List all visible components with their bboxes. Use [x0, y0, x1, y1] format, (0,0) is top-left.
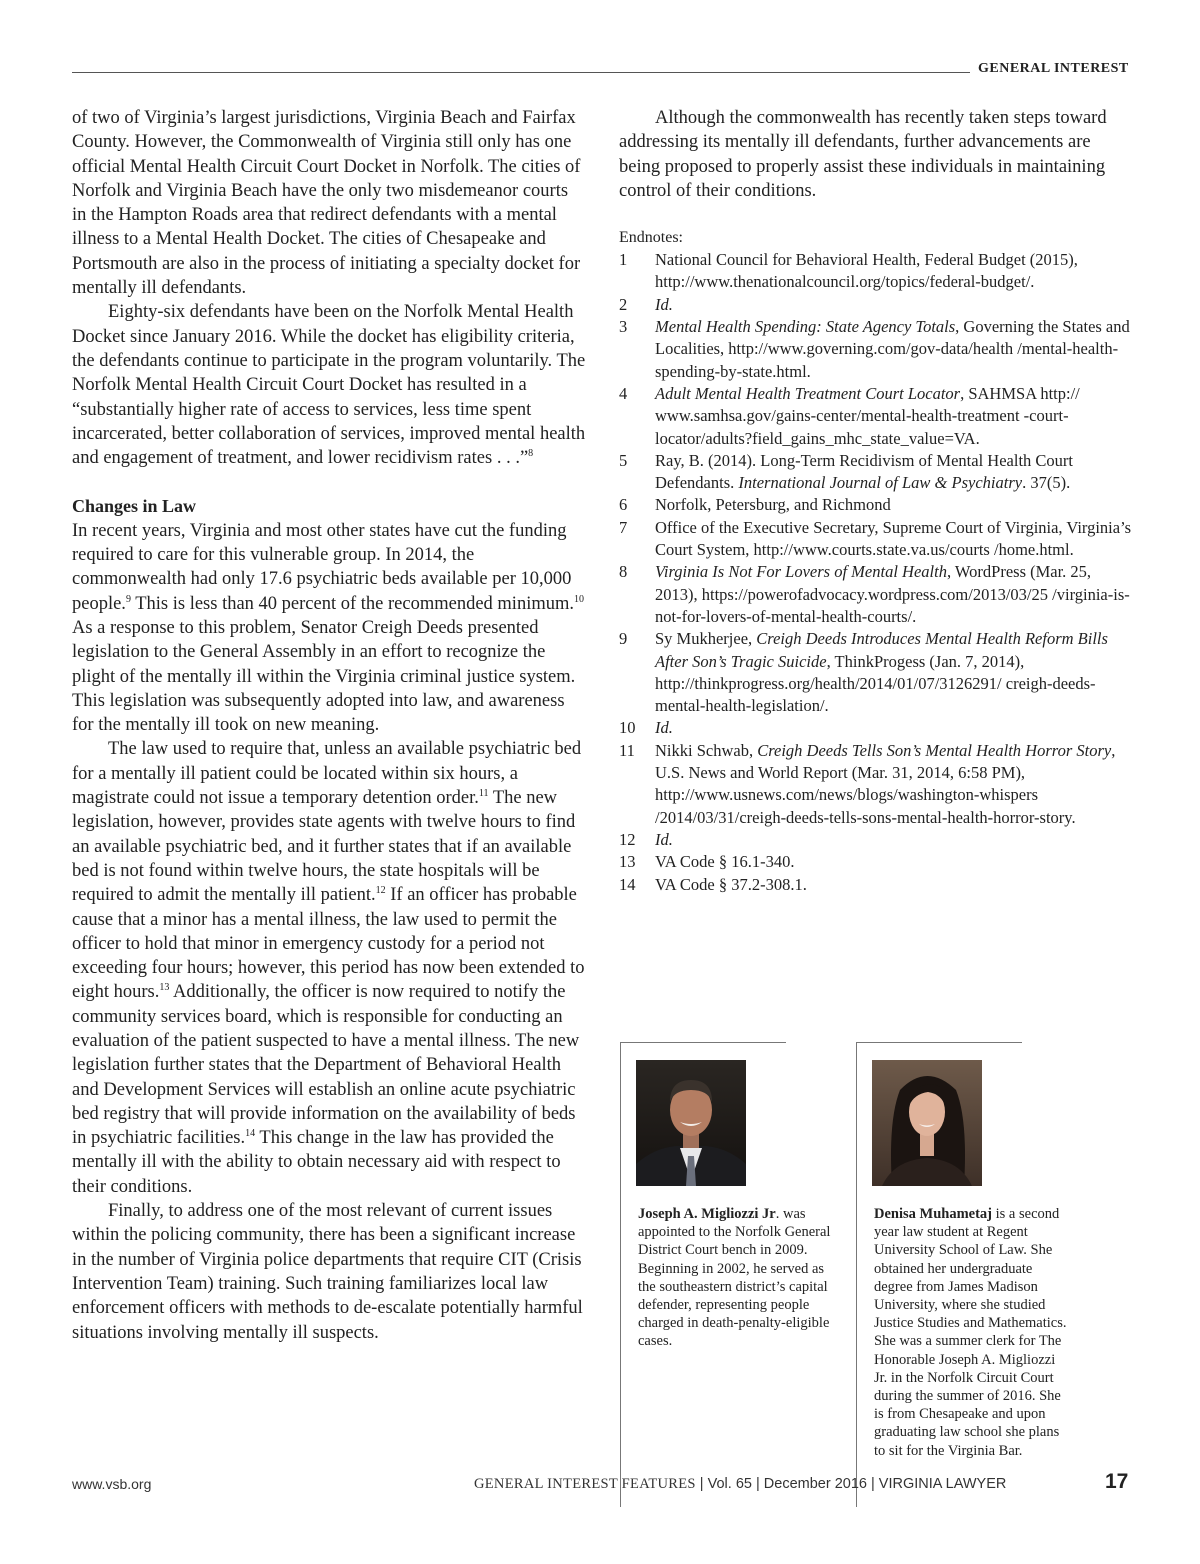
endnote-text: Sy Mukherjee, Creigh Deeds Introduces Mental Health Reform Bills After Son’s Tragic Suicide, ThinkProgess (Jan. 7, 2014), http://thinkprogress.org/health/2014/01/07/3126291/ creigh-deeds-mental-health-legislation/.	[655, 629, 1108, 716]
endnote-item	[619, 628, 1134, 717]
endnote-number: 3	[619, 317, 628, 337]
endnote-ref[interactable]: 11	[478, 787, 489, 799]
endnote-item	[619, 561, 1134, 628]
endnote-ref[interactable]: 13	[159, 982, 170, 994]
endnote-text: VA Code § 37.2-308.1.	[655, 874, 807, 894]
header-rule	[72, 72, 970, 73]
endnote-text: VA Code § 16.1-340.	[655, 852, 795, 872]
endnote-number: 8	[619, 562, 628, 582]
section-heading: Changes in Law	[72, 496, 197, 517]
endnote-item	[619, 829, 1134, 851]
endnote-item	[619, 494, 1134, 516]
page-number: 17	[1105, 1470, 1129, 1493]
endnotes-title: Endnotes:	[619, 229, 683, 247]
endnote-number: 6	[619, 495, 628, 515]
bio-rule	[620, 1042, 621, 1507]
endnote-number: 11	[619, 740, 635, 760]
endnote-ref[interactable]: 14	[245, 1128, 256, 1140]
endnote-text: Virginia Is Not For Lovers of Mental Health, WordPress (Mar. 25, 2013), https://powerofadvocacy.wordpress.com/2013/03/25 /virginia-is-not-for-lovers-of-mental-health-courts/.	[655, 562, 1130, 626]
endnote-number: 7	[619, 517, 628, 537]
endnote-text: Id.	[655, 829, 673, 849]
endnote-text: Adult Mental Health Treatment Court Locator, SAHMSA http:// www.samhsa.gov/gains-center/mental-health-treatment -court-locator/adults?field_gains_mhc_state_value=VA.	[655, 383, 1080, 448]
endnote-text: Nikki Schwab, Creigh Deeds Tells Son’s Mental Health Horror Story, U.S. News and World Report (Mar. 31, 2014, 6:58 PM), http://www.usnews.com/news/blogs/washington-whispers /2014/03/31/creigh-deeds-tells-sons-mental-health-horror-story.	[655, 740, 1116, 827]
endnote-number: 2	[619, 294, 628, 314]
endnote-number: 9	[619, 629, 628, 649]
left-column	[72, 106, 587, 1345]
endnote-item	[619, 740, 1134, 829]
endnote-item	[619, 294, 1134, 316]
right-column	[619, 106, 1134, 896]
bio-rule	[620, 1042, 786, 1043]
paragraph: Finally, to address one of the most relevant of current issues within the policing community, there has been a significant increase in the number of Virginia police departments that require CIT (Crisis Intervention Team) training. Such training familiarizes local law enforcement officers with methods to de-escalate potentially harmful situations involving mentally ill suspects.	[72, 1201, 583, 1343]
endnote-number: 13	[619, 852, 636, 872]
paragraph: of two of Virginia’s largest jurisdictions, Virginia Beach and Fairfax County. However, the Commonwealth of Virginia still only has one official Mental Health Circuit Court Docket in Norfolk. The cities of Norfolk and Virginia Beach have the only two misdemeanor courts in the Hampton Roads area that redirect defendants with a mental illness to a Mental Health Docket. The cities of Chesapeake and Portsmouth are also in the process of initiating a specialty docket for mentally ill defendants.	[72, 108, 581, 299]
bio-rule	[856, 1042, 857, 1507]
endnote-number: 5	[619, 450, 628, 470]
endnote-ref[interactable]: 12	[375, 885, 386, 897]
section-label: GENERAL INTEREST	[978, 61, 1129, 76]
endnote-item	[619, 874, 1134, 896]
endnote-text: Office of the Executive Secretary, Supreme Court of Virginia, Virginia’s Court System, http://www.courts.state.va.us/courts /home.html.	[655, 517, 1132, 560]
bio-rule	[856, 1042, 1022, 1043]
endnote-text: Id.	[655, 294, 673, 314]
endnote-text: Ray, B. (2014). Long-Term Recidivism of Mental Health Court Defendants. International Journal of Law & Psychiatry. 37(5).	[655, 450, 1073, 493]
bio-text: Joseph A. Migliozzi Jr. was appointed to the Norfolk General District Court bench in 2009. Beginning in 2002, he served as the southeastern district’s capital defender, representing people charged in death-penalty-eligible cases.	[638, 1206, 831, 1350]
endnote-item	[619, 316, 1134, 383]
endnote-ref[interactable]: 8	[528, 448, 534, 459]
endnote-ref[interactable]: 10	[574, 593, 584, 605]
endnote-number: 14	[619, 874, 636, 894]
footer-publication-info: GENERAL INTEREST FEATURES | Vol. 65 | December 2016 | VIRGINIA LAWYER	[474, 1476, 1007, 1492]
paragraph: In recent years, Virginia and most other states have cut the funding required to care for this vulnerable group. In 2014, the commonwealth had only 17.6 psychiatric beds available per 10,000 people.$^9$ This is less than 40 percent of the recommended minimum.$^{10}$ As a response to this problem, Senator Creigh Deeds presented legislation to the General Assembly in an effort to recognize the plight of the mentally ill within the Virginia criminal justice system. This legislation was subsequently adopted into law, and awareness for the mentally ill took on new meaning.	[72, 520, 584, 736]
endnote-text: Norfolk, Petersburg, and Richmond	[655, 495, 891, 515]
endnote-item	[619, 717, 1134, 739]
paragraph: The law used to require that, unless an available psychiatric bed for a mentally ill patient could be located within six hours, a magistrate could not issue a temporary detention order.$^{11}$ The new legislation, however, provides state agents with twelve hours to find an available psychiatric bed, and it further states that if an available bed is not found within twelve hours, the state hospitals will be required to admit the mentally ill patient.$^{12}$ If an officer has probable cause that a minor has a mental illness, the law used to permit the officer to hold that minor in emergency custody for a period not exceeding four hours; however, this period has now been extended to eight hours.$^{13}$ Additionally, the officer is now required to notify the community services board, which is responsible for conducting an evaluation of the patient suspected to have a mental illness. The new legislation further states that the Department of Behavioral Health and Development Services will establish an online acute psychiatric bed registry that will provide information on the availability of beds in psychiatric facilities.$^{14}$ This change in the law has provided the mentally ill with the ability to obtain necessary aid with respect to their conditions.	[72, 739, 585, 1197]
endnote-number: 1	[619, 250, 628, 270]
endnotes-list	[619, 249, 1134, 896]
endnote-text: Mental Health Spending: State Agency Totals, Governing the States and Localities, http://www.governing.com/gov-data/health /mental-health-spending-by-state.html.	[655, 317, 1130, 381]
endnote-number: 4	[619, 383, 628, 403]
endnote-text: National Council for Behavioral Health, Federal Budget (2015), http://www.thenationalcouncil.org/topics/federal-budget/.	[655, 250, 1078, 292]
endnote-number: 12	[619, 829, 636, 849]
endnote-ref[interactable]: 9	[125, 593, 131, 605]
author-photo	[636, 1060, 746, 1186]
footer-website-link[interactable]: www.vsb.org	[72, 1476, 152, 1492]
endnote-text: Id.	[655, 718, 673, 738]
bio-text: Denisa Muhametaj is a second year law student at Regent University School of Law. She obtained her undergraduate degree from James Madison University, where she studied Justice Studies and Mathematics. She was a summer clerk for The Honorable Joseph A. Migliozzi Jr. in the Norfolk Circuit Court during the summer of 2016. She is from Chesapeake and upon graduating law school she plans to sit for the Virginia Bar.	[874, 1206, 1067, 1459]
author-photo	[872, 1060, 982, 1186]
endnote-number: 10	[619, 718, 636, 738]
endnote-item	[619, 851, 1134, 873]
paragraph: Although the commonwealth has recently taken steps toward addressing its mentally ill defendants, further advancements are being proposed to properly assist these individuals in maintaining control of their conditions.	[619, 108, 1107, 201]
endnote-item	[619, 450, 1134, 495]
endnote-item	[619, 383, 1134, 450]
endnote-item	[619, 517, 1134, 562]
endnote-item	[619, 249, 1134, 294]
paragraph: Eighty-six defendants have been on the Norfolk Mental Health Docket since January 2016. While the docket has eligibility criteria, the defendants continue to participate in the program voluntarily. The Norfolk Mental Health Circuit Court Docket has resulted in a “substantially higher rate of access to services, less time spent incarcerated, better collaboration of services, improved mental health and engagement of treatment, and lower recidivism rates . . .”$^8$	[72, 302, 586, 469]
